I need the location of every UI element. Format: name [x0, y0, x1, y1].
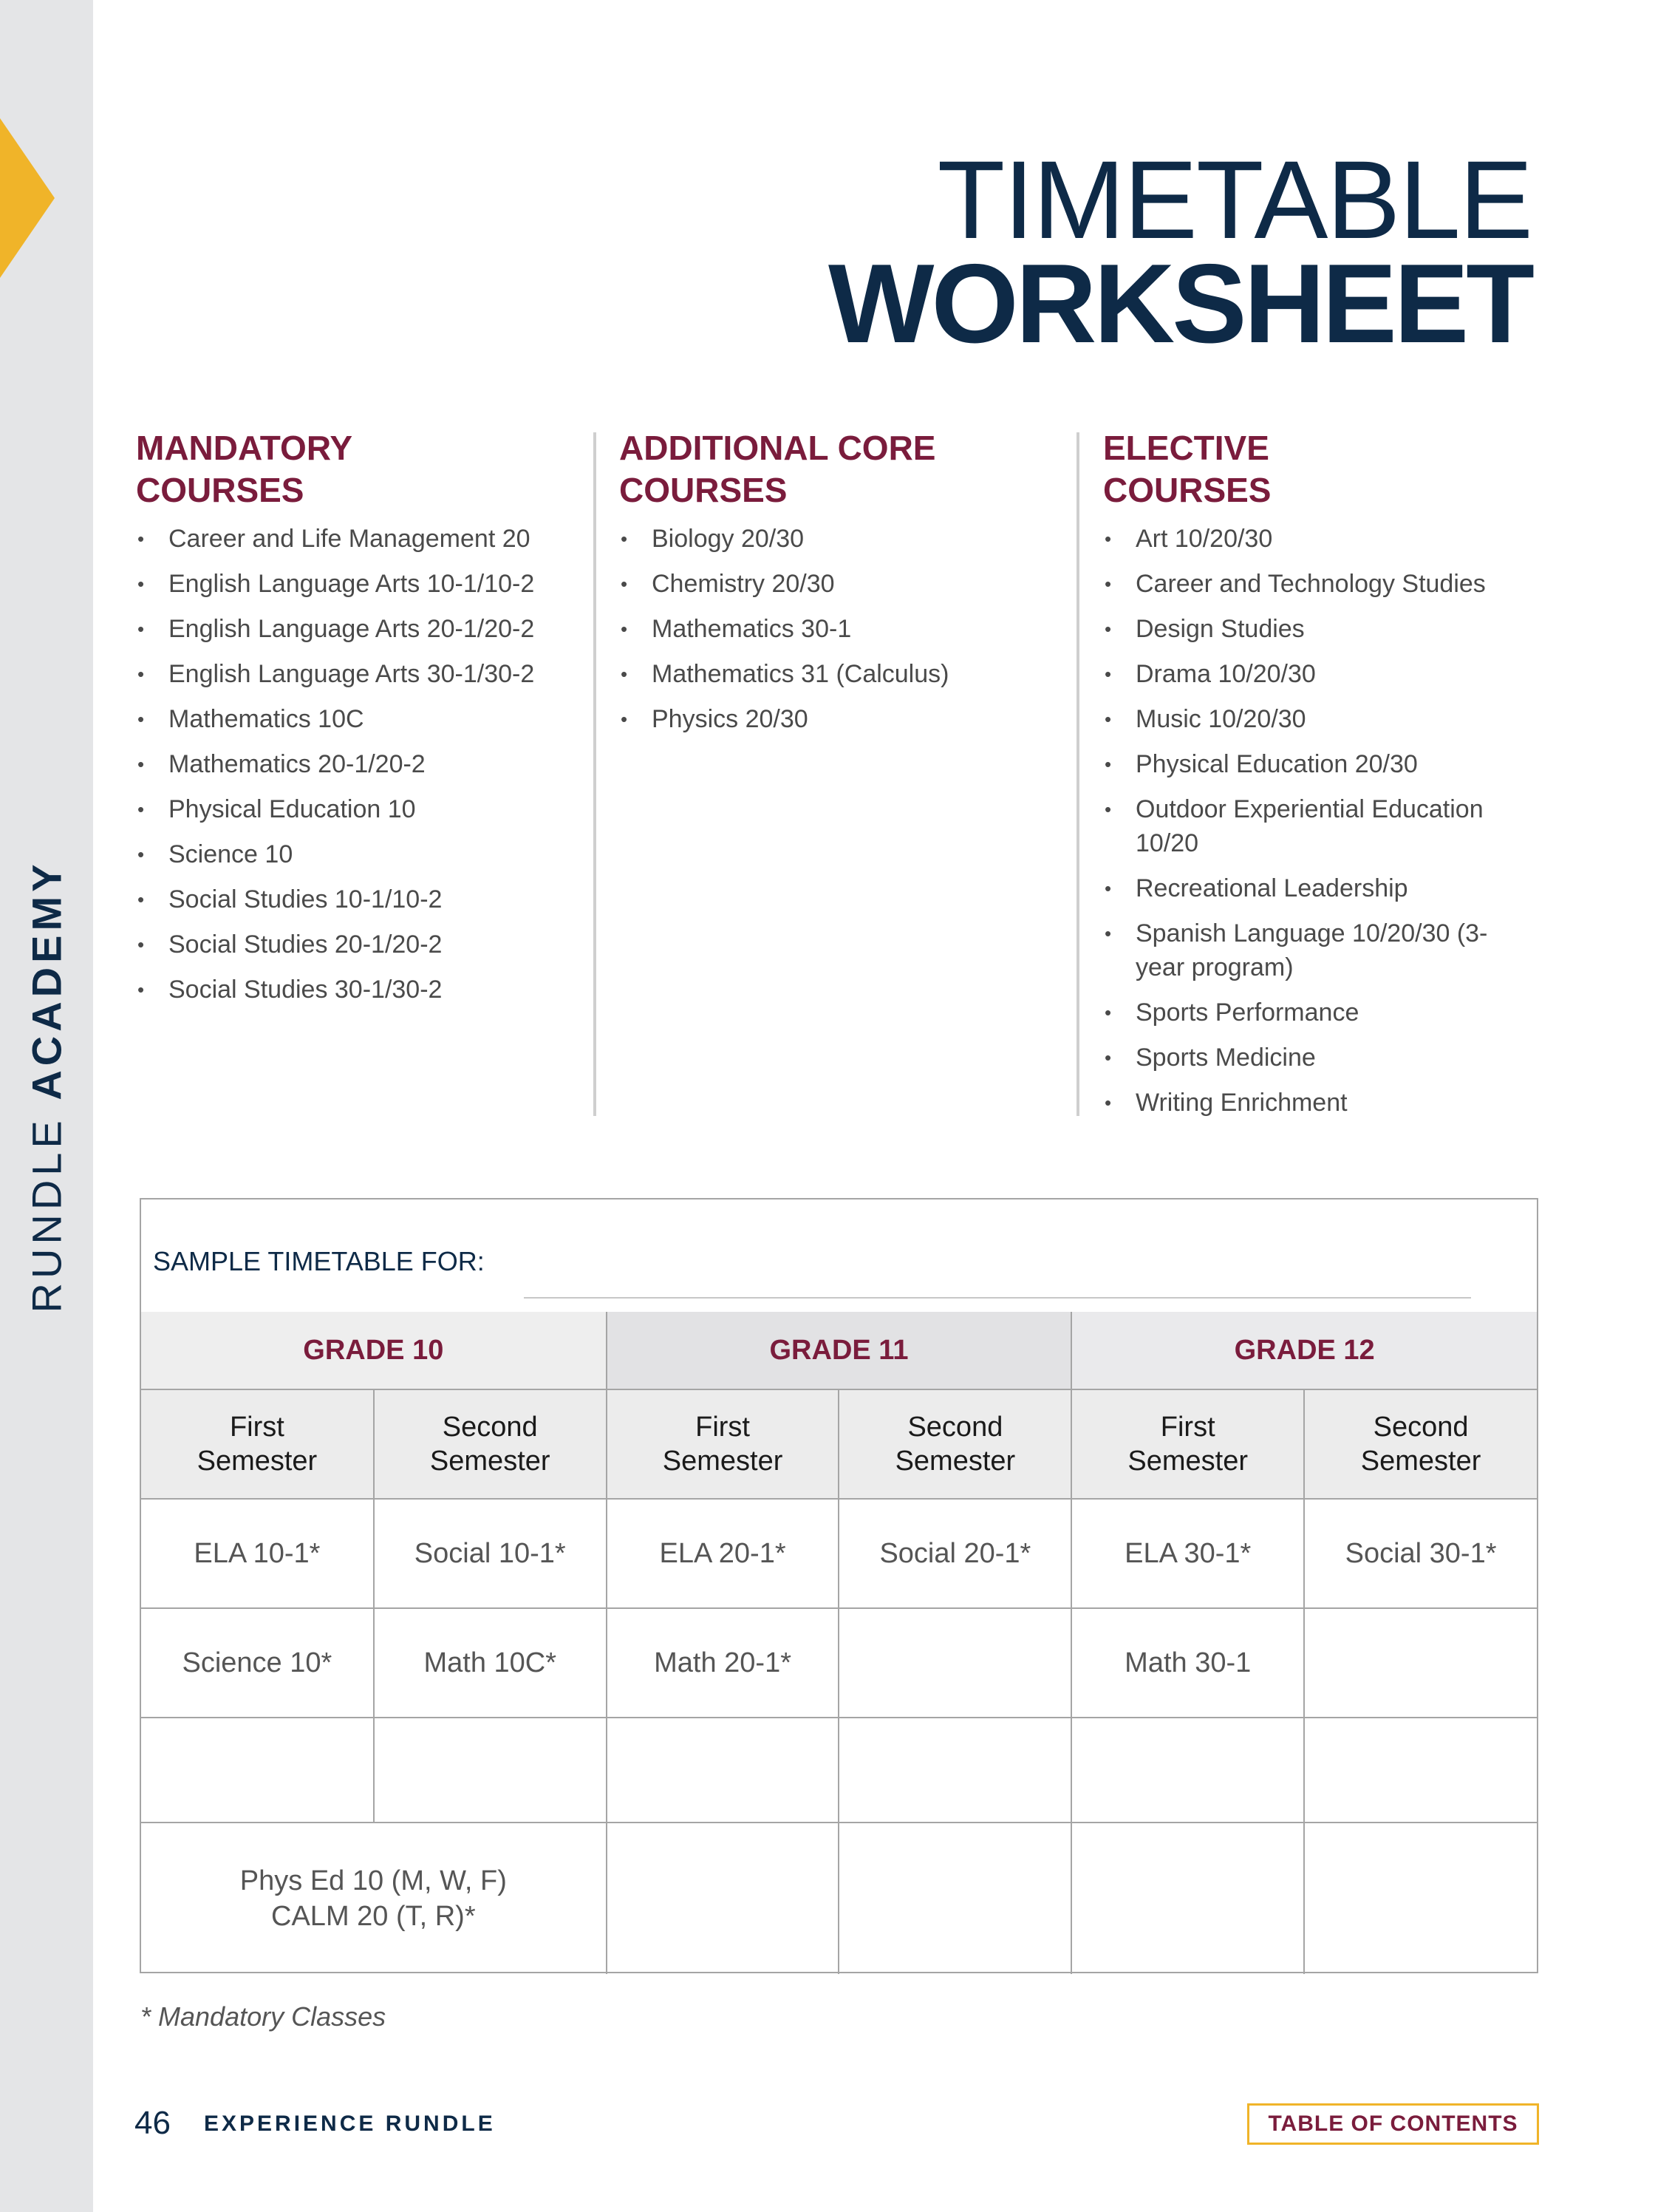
- semester-word: Semester: [1127, 1446, 1249, 1477]
- elective-heading: [1103, 427, 1532, 511]
- name-entry-line[interactable]: [524, 1297, 1471, 1299]
- column-divider: [593, 432, 596, 1116]
- timetable-cell[interactable]: [607, 1823, 839, 1974]
- semester-order: Second: [1373, 1412, 1469, 1443]
- list-item: • Mathematics 30-1: [619, 612, 1062, 646]
- timetable-cell: ELA 20-1*: [607, 1499, 839, 1608]
- timetable-cell: ELA 30-1*: [1071, 1499, 1304, 1608]
- semester-word: Semester: [662, 1446, 783, 1477]
- list-item: • Social Studies 30-1/30-2: [136, 973, 579, 1007]
- sample-timetable: [140, 1198, 1538, 1973]
- heading-line2: COURSES: [136, 471, 304, 509]
- list-item: • Physical Education 10: [136, 792, 579, 826]
- sidebar: [0, 0, 93, 2212]
- semester-order: First: [229, 1412, 284, 1443]
- additional-core-course-list: [619, 522, 1062, 736]
- timetable-cell: Social 10-1*: [374, 1499, 607, 1608]
- table-of-contents-button[interactable]: TABLE OF CONTENTS: [1247, 2103, 1539, 2145]
- list-item: • English Language Arts 30-1/30-2: [136, 657, 579, 691]
- semester-header: [607, 1389, 839, 1499]
- semester-header: [1304, 1389, 1537, 1499]
- timetable-grid: [141, 1312, 1537, 1974]
- heading-line1: MANDATORY: [136, 429, 353, 467]
- elective-course-list: [1103, 522, 1532, 1120]
- semester-word: Semester: [1360, 1446, 1481, 1477]
- list-item: • Recreational Leadership: [1103, 871, 1532, 905]
- elective-column: [1103, 427, 1532, 1131]
- list-item: • Science 10: [136, 837, 579, 871]
- list-item: • Sports Performance: [1103, 996, 1532, 1030]
- heading-line2: COURSES: [1103, 471, 1272, 509]
- list-item: • Sports Medicine: [1103, 1041, 1532, 1075]
- timetable-cell[interactable]: [1304, 1608, 1537, 1718]
- sidebar-brand-bold: ACADEMY: [23, 860, 70, 1100]
- semester-order: First: [695, 1412, 750, 1443]
- merged-cell-line1: Phys Ed 10 (M, W, F): [239, 1865, 507, 1896]
- semester-word: Semester: [895, 1446, 1016, 1477]
- footer-brand: EXPERIENCE RUNDLE: [204, 2111, 496, 2136]
- page-number: 46: [134, 2105, 171, 2141]
- timetable-label: SAMPLE TIMETABLE FOR:: [153, 1246, 485, 1276]
- mandatory-course-list: [136, 522, 579, 1007]
- merged-cell-line2: CALM 20 (T, R)*: [271, 1901, 476, 1932]
- list-item: • Drama 10/20/30: [1103, 657, 1532, 691]
- semester-header: [141, 1389, 374, 1499]
- semester-header: [374, 1389, 607, 1499]
- timetable-header: [141, 1199, 1537, 1313]
- list-item: • Mathematics 20-1/20-2: [136, 747, 579, 781]
- list-item: • Chemistry 20/30: [619, 567, 1062, 601]
- semester-order: First: [1160, 1412, 1215, 1443]
- semester-header: [839, 1389, 1071, 1499]
- list-item: • Mathematics 10C: [136, 702, 579, 736]
- timetable-cell[interactable]: [1304, 1823, 1537, 1974]
- list-item: • English Language Arts 20-1/20-2: [136, 612, 579, 646]
- list-item: • Writing Enrichment: [1103, 1086, 1532, 1120]
- list-item: • Mathematics 31 (Calculus): [619, 657, 1062, 691]
- title-line1: TIMETABLE: [937, 137, 1532, 262]
- timetable-cell[interactable]: [1071, 1718, 1304, 1823]
- timetable-cell: Math 20-1*: [607, 1608, 839, 1718]
- list-item: • Spanish Language 10/20/30 (3-year program): [1103, 916, 1532, 984]
- timetable-cell: Math 30-1: [1071, 1608, 1304, 1718]
- list-item: • Career and Technology Studies: [1103, 567, 1532, 601]
- timetable-cell[interactable]: [374, 1718, 607, 1823]
- title-line2: WORKSHEET: [828, 241, 1532, 367]
- timetable-cell: Math 10C*: [374, 1608, 607, 1718]
- list-item: • English Language Arts 10-1/10-2: [136, 567, 579, 601]
- list-item: • Physical Education 20/30: [1103, 747, 1532, 781]
- list-item: • Music 10/20/30: [1103, 702, 1532, 736]
- timetable-cell[interactable]: [141, 1718, 374, 1823]
- grade-12-header: GRADE 12: [1071, 1312, 1537, 1389]
- heading-line1: ADDITIONAL CORE: [619, 429, 936, 467]
- timetable-merged-cell: [141, 1823, 607, 1974]
- timetable-cell[interactable]: [839, 1718, 1071, 1823]
- timetable-cell[interactable]: [839, 1608, 1071, 1718]
- chevron-icon: [0, 118, 55, 278]
- list-item: • Design Studies: [1103, 612, 1532, 646]
- mandatory-courses-column: [136, 427, 579, 1018]
- list-item: • Biology 20/30: [619, 522, 1062, 556]
- column-divider: [1076, 432, 1079, 1116]
- list-item: • Art 10/20/30: [1103, 522, 1532, 556]
- semester-word: Semester: [197, 1446, 318, 1477]
- heading-line1: ELECTIVE: [1103, 429, 1269, 467]
- grade-10-header: GRADE 10: [141, 1312, 607, 1389]
- timetable-cell[interactable]: [839, 1823, 1071, 1974]
- timetable-cell[interactable]: [607, 1718, 839, 1823]
- list-item: • Career and Life Management 20: [136, 522, 579, 556]
- sidebar-brand-light: RUNDLE: [23, 1100, 70, 1313]
- mandatory-note: * Mandatory Classes: [140, 2001, 386, 2032]
- timetable-cell[interactable]: [1304, 1718, 1537, 1823]
- list-item: • Social Studies 10-1/10-2: [136, 882, 579, 916]
- timetable-cell: Social 30-1*: [1304, 1499, 1537, 1608]
- semester-order: Second: [442, 1412, 538, 1443]
- sidebar-brand: [23, 860, 71, 1313]
- mandatory-heading: [136, 427, 579, 511]
- list-item: • Social Studies 20-1/20-2: [136, 928, 579, 962]
- semester-header: [1071, 1389, 1304, 1499]
- semester-word: Semester: [429, 1446, 550, 1477]
- semester-order: Second: [907, 1412, 1003, 1443]
- list-item: • Physics 20/30: [619, 702, 1062, 736]
- timetable-cell: Science 10*: [141, 1608, 374, 1718]
- timetable-cell[interactable]: [1071, 1823, 1304, 1974]
- timetable-cell: Social 20-1*: [839, 1499, 1071, 1608]
- timetable-cell: ELA 10-1*: [141, 1499, 374, 1608]
- list-item: • Outdoor Experiential Education 10/20: [1103, 792, 1532, 860]
- grade-11-header: GRADE 11: [607, 1312, 1072, 1389]
- heading-line2: COURSES: [619, 471, 788, 509]
- page-title: [828, 137, 1532, 367]
- additional-core-column: [619, 427, 1062, 747]
- additional-core-heading: [619, 427, 1062, 511]
